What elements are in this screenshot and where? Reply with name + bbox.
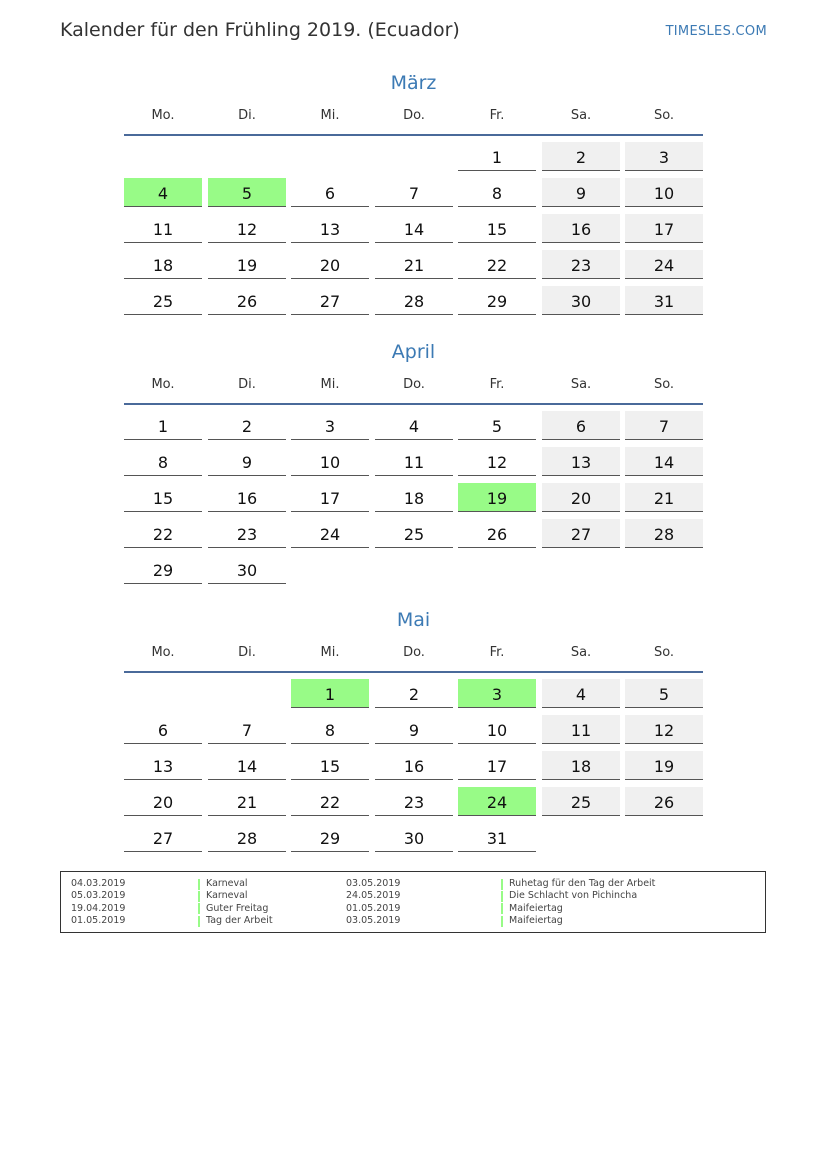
day-cell: 24 bbox=[625, 250, 703, 279]
day-cell: 2 bbox=[542, 142, 620, 171]
day-cell: 7 bbox=[625, 411, 703, 440]
month-divider bbox=[124, 403, 703, 405]
day-cell: 27 bbox=[291, 286, 369, 315]
day-cell: 28 bbox=[208, 823, 286, 852]
day-cell: 5 bbox=[625, 679, 703, 708]
month-title: April bbox=[391, 341, 436, 363]
day-cell: 12 bbox=[208, 214, 286, 243]
holiday-day-cell: 4 bbox=[124, 178, 202, 207]
day-cell: 13 bbox=[124, 751, 202, 780]
day-cell: 1 bbox=[458, 142, 536, 171]
day-cell: 21 bbox=[625, 483, 703, 512]
legend-color-marker bbox=[501, 891, 503, 902]
legend-color-marker bbox=[198, 879, 200, 890]
day-cell: 24 bbox=[291, 519, 369, 548]
legend-date: 19.04.2019 bbox=[71, 902, 126, 914]
weekday-label: Fr. bbox=[489, 108, 505, 123]
day-cell: 29 bbox=[458, 286, 536, 315]
day-cell: 4 bbox=[375, 411, 453, 440]
day-cell: 26 bbox=[458, 519, 536, 548]
legend-holiday-name: Maifeiertag bbox=[509, 915, 563, 927]
day-cell: 7 bbox=[208, 715, 286, 744]
day-cell: 22 bbox=[124, 519, 202, 548]
legend-holiday-name: Tag der Arbeit bbox=[206, 915, 273, 927]
day-cell: 31 bbox=[458, 823, 536, 852]
weekday-label: Do. bbox=[403, 377, 425, 392]
day-cell: 20 bbox=[291, 250, 369, 279]
month-title: März bbox=[390, 72, 437, 94]
day-cell: 6 bbox=[542, 411, 620, 440]
day-cell: 11 bbox=[124, 214, 202, 243]
day-cell: 26 bbox=[208, 286, 286, 315]
weekday-label: So. bbox=[653, 645, 675, 660]
day-cell: 10 bbox=[458, 715, 536, 744]
day-cell: 16 bbox=[375, 751, 453, 780]
day-cell: 3 bbox=[291, 411, 369, 440]
day-cell: 7 bbox=[375, 178, 453, 207]
day-cell: 6 bbox=[291, 178, 369, 207]
holiday-day-cell: 1 bbox=[291, 679, 369, 708]
weekday-label: Mo. bbox=[151, 377, 175, 392]
day-cell: 4 bbox=[542, 679, 620, 708]
day-cell: 9 bbox=[375, 715, 453, 744]
brand-link[interactable]: TIMESLES.COM bbox=[665, 24, 767, 39]
day-cell: 23 bbox=[375, 787, 453, 816]
day-cell: 12 bbox=[625, 715, 703, 744]
month-divider bbox=[124, 671, 703, 673]
weekday-label: Mi. bbox=[320, 108, 340, 123]
weekday-label: Di. bbox=[238, 645, 256, 660]
day-cell: 9 bbox=[208, 447, 286, 476]
legend-date: 03.05.2019 bbox=[346, 878, 401, 889]
day-cell: 9 bbox=[542, 178, 620, 207]
weekday-header bbox=[124, 108, 703, 126]
legend-date: 24.05.2019 bbox=[346, 890, 401, 902]
legend-holiday-name: Karneval bbox=[206, 878, 248, 889]
legend-date: 01.05.2019 bbox=[71, 915, 126, 927]
day-cell: 11 bbox=[375, 447, 453, 476]
page-title: Kalender für den Frühling 2019. (Ecuador) bbox=[60, 19, 460, 41]
weekday-label: Sa. bbox=[570, 108, 592, 123]
weekday-label: Do. bbox=[403, 645, 425, 660]
day-cell: 21 bbox=[208, 787, 286, 816]
day-cell: 16 bbox=[542, 214, 620, 243]
day-cell: 19 bbox=[625, 751, 703, 780]
weekday-label: Sa. bbox=[570, 645, 592, 660]
weekday-label: Mi. bbox=[320, 645, 340, 660]
day-cell: 25 bbox=[124, 286, 202, 315]
day-cell: 3 bbox=[625, 142, 703, 171]
legend-holiday-name: Ruhetag für den Tag der Arbeit bbox=[509, 878, 656, 889]
weekday-label: So. bbox=[653, 377, 675, 392]
day-cell: 2 bbox=[375, 679, 453, 708]
day-cell: 30 bbox=[542, 286, 620, 315]
legend-date: 04.03.2019 bbox=[71, 878, 126, 889]
weekday-label: Di. bbox=[238, 108, 256, 123]
day-cell: 29 bbox=[124, 555, 202, 584]
legend-color-marker bbox=[501, 903, 503, 914]
day-cell: 5 bbox=[458, 411, 536, 440]
day-cell: 29 bbox=[291, 823, 369, 852]
day-cell: 14 bbox=[375, 214, 453, 243]
day-cell: 30 bbox=[375, 823, 453, 852]
day-cell: 19 bbox=[208, 250, 286, 279]
legend-color-marker bbox=[501, 879, 503, 890]
day-cell: 18 bbox=[375, 483, 453, 512]
day-cell: 8 bbox=[291, 715, 369, 744]
weekday-label: Fr. bbox=[489, 645, 505, 660]
day-cell: 17 bbox=[458, 751, 536, 780]
holiday-day-cell: 24 bbox=[458, 787, 536, 816]
day-cell: 18 bbox=[542, 751, 620, 780]
day-cell: 17 bbox=[291, 483, 369, 512]
weekday-header bbox=[124, 645, 703, 663]
day-cell: 16 bbox=[208, 483, 286, 512]
day-cell: 15 bbox=[124, 483, 202, 512]
day-cell: 2 bbox=[208, 411, 286, 440]
month-divider bbox=[124, 134, 703, 136]
day-cell: 27 bbox=[542, 519, 620, 548]
legend-color-marker bbox=[198, 891, 200, 902]
holiday-day-cell: 3 bbox=[458, 679, 536, 708]
legend-holiday-name: Maifeiertag bbox=[509, 902, 563, 914]
day-cell: 6 bbox=[124, 715, 202, 744]
day-cell: 14 bbox=[208, 751, 286, 780]
holiday-legend bbox=[60, 871, 766, 933]
holiday-day-cell: 5 bbox=[208, 178, 286, 207]
day-cell: 14 bbox=[625, 447, 703, 476]
day-cell: 10 bbox=[291, 447, 369, 476]
day-cell: 25 bbox=[542, 787, 620, 816]
day-cell: 28 bbox=[625, 519, 703, 548]
weekday-label: Do. bbox=[403, 108, 425, 123]
day-cell: 17 bbox=[625, 214, 703, 243]
legend-color-marker bbox=[198, 916, 200, 927]
day-cell: 20 bbox=[124, 787, 202, 816]
day-cell: 26 bbox=[625, 787, 703, 816]
day-cell: 28 bbox=[375, 286, 453, 315]
holiday-day-cell: 19 bbox=[458, 483, 536, 512]
day-cell: 30 bbox=[208, 555, 286, 584]
weekday-label: Mi. bbox=[320, 377, 340, 392]
legend-holiday-name: Karneval bbox=[206, 890, 248, 902]
month-title: Mai bbox=[396, 609, 431, 631]
weekday-label: Fr. bbox=[489, 377, 505, 392]
day-cell: 1 bbox=[124, 411, 202, 440]
day-cell: 20 bbox=[542, 483, 620, 512]
day-cell: 18 bbox=[124, 250, 202, 279]
day-cell: 22 bbox=[291, 787, 369, 816]
day-cell: 12 bbox=[458, 447, 536, 476]
legend-date: 03.05.2019 bbox=[346, 915, 401, 927]
legend-color-marker bbox=[198, 903, 200, 914]
day-cell: 13 bbox=[291, 214, 369, 243]
day-cell: 22 bbox=[458, 250, 536, 279]
legend-date: 05.03.2019 bbox=[71, 890, 126, 902]
day-cell: 10 bbox=[625, 178, 703, 207]
day-cell: 11 bbox=[542, 715, 620, 744]
legend-color-marker bbox=[501, 916, 503, 927]
day-cell: 15 bbox=[291, 751, 369, 780]
day-cell: 15 bbox=[458, 214, 536, 243]
weekday-header bbox=[124, 377, 703, 395]
weekday-label: Sa. bbox=[570, 377, 592, 392]
day-cell: 21 bbox=[375, 250, 453, 279]
legend-date: 01.05.2019 bbox=[346, 902, 401, 914]
day-cell: 13 bbox=[542, 447, 620, 476]
weekday-label: So. bbox=[653, 108, 675, 123]
day-cell: 8 bbox=[458, 178, 536, 207]
day-cell: 23 bbox=[542, 250, 620, 279]
weekday-label: Mo. bbox=[151, 645, 175, 660]
legend-holiday-name: Die Schlacht von Pichincha bbox=[509, 890, 638, 902]
weekday-label: Di. bbox=[238, 377, 256, 392]
weekday-label: Mo. bbox=[151, 108, 175, 123]
day-cell: 31 bbox=[625, 286, 703, 315]
day-cell: 8 bbox=[124, 447, 202, 476]
day-cell: 23 bbox=[208, 519, 286, 548]
day-cell: 27 bbox=[124, 823, 202, 852]
legend-holiday-name: Guter Freitag bbox=[206, 902, 269, 914]
day-cell: 25 bbox=[375, 519, 453, 548]
